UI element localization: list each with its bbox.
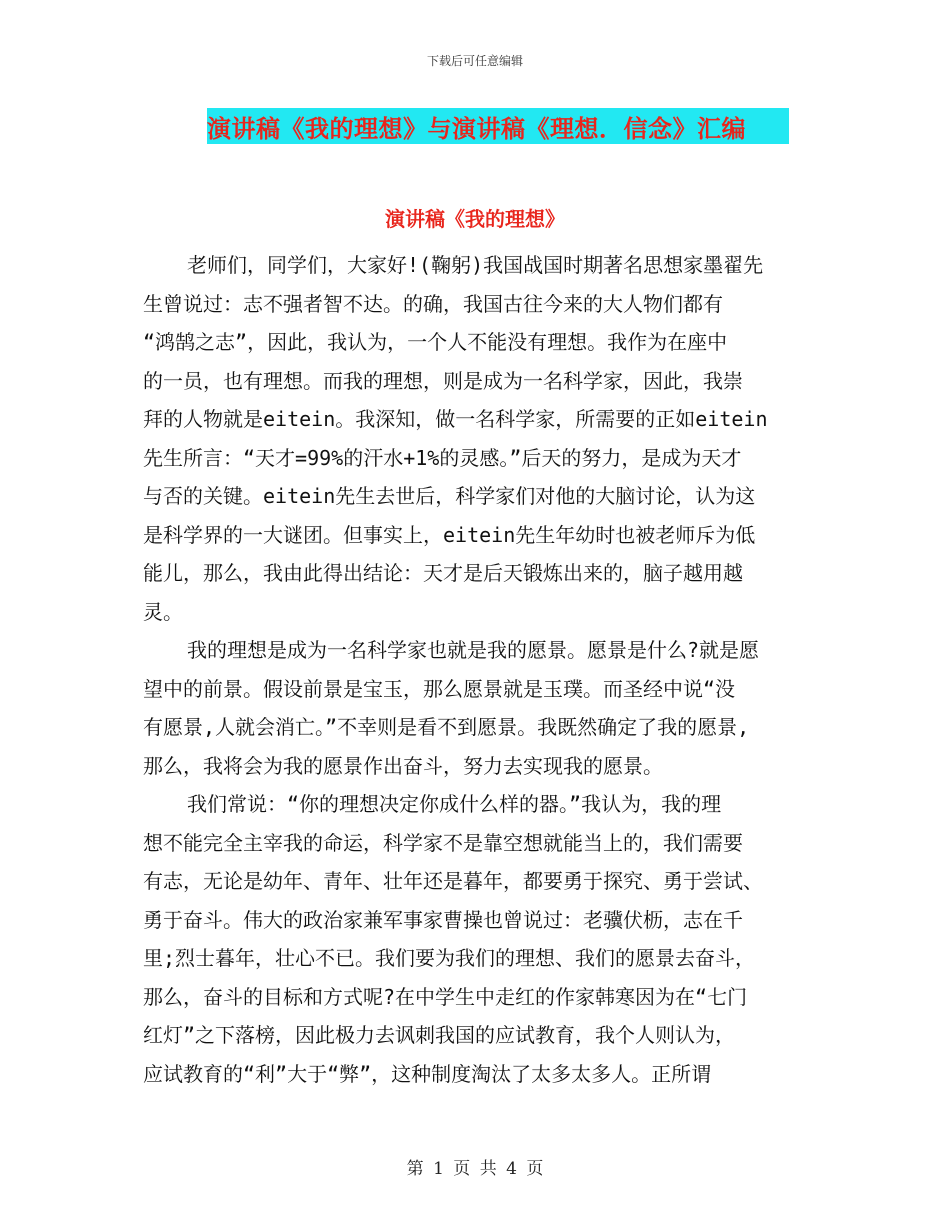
paragraph-line: 我的理想是成为一名科学家也就是我的愿景。愿景是什么?就是愿 (187, 638, 760, 662)
paragraph-line: 先生所言：“天才=99%的汗水+1%的灵感。”后天的努力，是成为天才 (143, 445, 742, 470)
paragraph-line: 是科学界的一大谜团。但事实上，eitein先生年幼时也被老师斥为低 (143, 522, 756, 547)
body-text (143, 246, 815, 1093)
document-title-highlight (207, 108, 789, 144)
paragraph-line: 想不能完全主宰我的命运，科学家不是靠空想就能当上的，我们需要 (143, 830, 743, 855)
paragraph-line: 那么，我将会为我的愿景作出奋斗，努力去实现我的愿景。 (143, 753, 663, 778)
paragraph-line: “鸿鹄之志”，因此，我认为，一个人不能没有理想。我作为在座中 (143, 330, 728, 354)
paragraph-line: 应试教育的“利”大于“弊”，这种制度淘汰了太多太多人。正所谓 (143, 1061, 712, 1086)
document-title: 演讲稿《我的理想》与演讲稿《理想．信念》汇编 (207, 114, 746, 143)
paragraph-line: 红灯”之下落榜，因此极力去讽刺我国的应试教育，我个人则认为， (143, 1023, 736, 1047)
paragraph-line: 灵。 (143, 599, 183, 624)
header-note: 下载后可任意编辑 (426, 54, 523, 68)
paragraph-line: 里;烈士暮年，壮心不已。我们要为我们的理想、我们的愿景去奋斗， (143, 946, 756, 970)
paragraph-line: 能儿，那么，我由此得出结论：天才是后天锻炼出来的，脑子越用越 (143, 561, 743, 585)
page-indicator: 第 1 页 共 4 页 (406, 1159, 544, 1179)
paragraph-line: 与否的关键。eitein先生去世后，科学家们对他的大脑讨论，认为这 (143, 484, 756, 508)
paragraph-line: 生曾说过：志不强者智不达。的确，我国古往今来的大人物们都有 (143, 291, 723, 316)
paragraph-line: 那么，奋斗的目标和方式呢?在中学生中走红的作家韩寒因为在“七门 (143, 984, 748, 1009)
paragraph-line: 勇于奋斗。伟大的政治家兼军事家曹操也曾说过：老骥伏枥，志在千 (143, 907, 743, 932)
paragraph-line: 拜的人物就是eitein。我深知，做一名科学家，所需要的正如eitein (143, 407, 768, 431)
paragraph-line: 我们常说：“你的理想决定你成什么样的器。”我认为，我的理 (187, 792, 722, 816)
paragraph-line: 望中的前景。假设前景是宝玉，那么愿景就是玉璞。而圣经中说“没 (143, 676, 736, 701)
paragraph-line: 的一员，也有理想。而我的理想，则是成为一名科学家，因此，我崇 (143, 368, 743, 393)
paragraph-line: 有愿景,人就会消亡。”不幸则是看不到愿景。我既然确定了我的愿景, (143, 715, 750, 739)
paragraph-line: 老师们，同学们，大家好!(鞠躬)我国战国时期著名思想家墨翟先 (187, 253, 764, 277)
section-title: 演讲稿《我的理想》 (385, 207, 565, 231)
paragraph-line: 有志，无论是幼年、青年、壮年还是暮年，都要勇于探究、勇于尝试、 (143, 869, 763, 893)
